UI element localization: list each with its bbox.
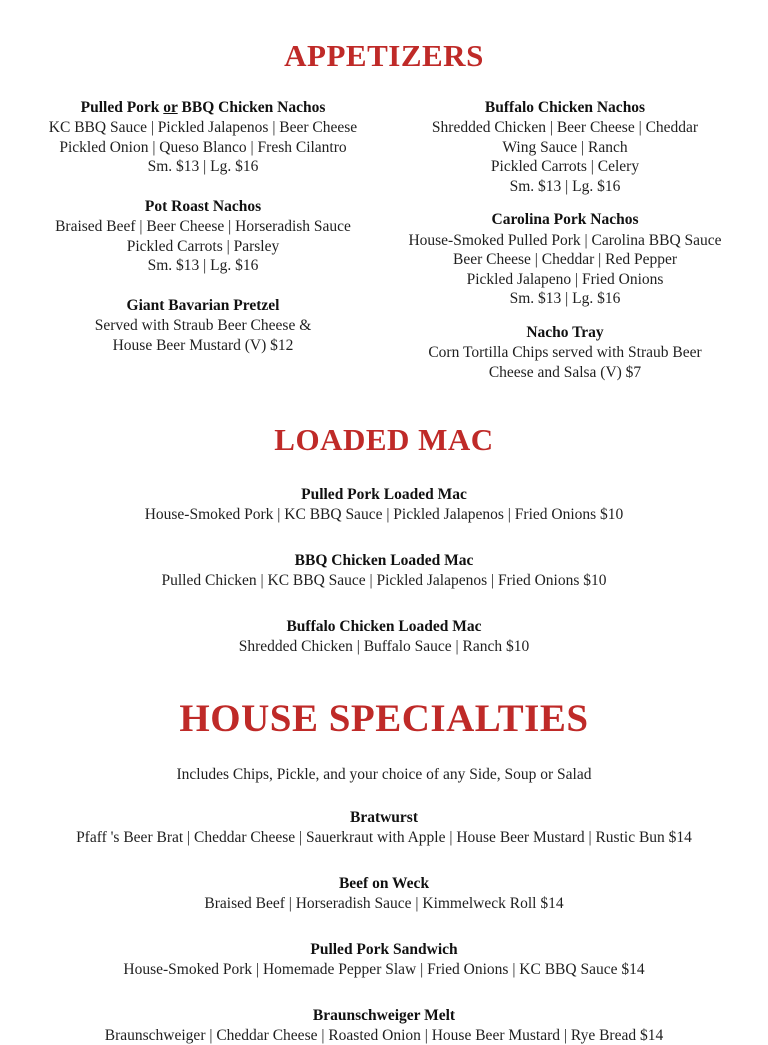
menu-item-name: Bratwurst	[28, 808, 740, 828]
menu-item-name: Beef on Weck	[28, 874, 740, 894]
menu-item	[390, 210, 740, 309]
menu-item-desc-line: Pfaff 's Beer Brat | Cheddar Cheese | Sauerkraut with Apple | House Beer Mustard | Rustic Bun $14	[28, 828, 740, 848]
menu-item	[28, 808, 740, 848]
menu-item	[390, 98, 740, 197]
menu-item-name: Pulled Pork Sandwich	[28, 940, 740, 960]
menu-item-desc-line: Braised Beef | Horseradish Sauce | Kimmelweck Roll $14	[28, 894, 740, 914]
menu-item-desc-line: House-Smoked Pork | Homemade Pepper Slaw | Fried Onions | KC BBQ Sauce $14	[28, 960, 740, 980]
menu-item-desc-line: Wing Sauce | Ranch	[390, 138, 740, 158]
house-specialties-intro: Includes Chips, Pickle, and your choice of any Side, Soup or Salad	[28, 765, 740, 785]
menu-item-name: Carolina Pork Nachos	[390, 210, 740, 230]
menu-item-price-line: Sm. $13 | Lg. $16	[28, 256, 378, 276]
menu-item	[28, 296, 378, 355]
appetizers-columns	[28, 98, 740, 383]
menu-item-desc-line: Served with Straub Beer Cheese &	[28, 316, 378, 336]
menu-item-desc-line: Pickled Jalapeno | Fried Onions	[390, 270, 740, 290]
section-heading-house-specialties: HOUSE SPECIALTIES	[28, 699, 740, 740]
menu-item-name-part: BBQ Chicken Nachos	[178, 99, 326, 116]
menu-item-desc-line: Pickled Onion | Queso Blanco | Fresh Cilantro	[28, 138, 378, 158]
menu-item-desc-line: Braised Beef | Beer Cheese | Horseradish Sauce	[28, 217, 378, 237]
menu-item-desc-line: Pickled Carrots | Parsley	[28, 237, 378, 257]
menu-item-desc-line: House-Smoked Pulled Pork | Carolina BBQ Sauce	[390, 231, 740, 251]
menu-item	[390, 323, 740, 382]
menu-item-desc-line: Pickled Carrots | Celery	[390, 157, 740, 177]
menu-item-price-line: Sm. $13 | Lg. $16	[390, 177, 740, 197]
menu-item-name: Pot Roast Nachos	[28, 197, 378, 217]
menu-item-price-line: Sm. $13 | Lg. $16	[390, 289, 740, 309]
section-heading-loaded-mac: LOADED MAC	[28, 424, 740, 457]
menu-item-name: Giant Bavarian Pretzel	[28, 296, 378, 316]
menu-item	[28, 874, 740, 914]
menu-item-desc-line: Braunschweiger | Cheddar Cheese | Roasted Onion | House Beer Mustard | Rye Bread $14	[28, 1026, 740, 1045]
menu-item-desc-line: Corn Tortilla Chips served with Straub Beer	[390, 343, 740, 363]
menu-item	[28, 197, 378, 276]
menu-item-desc-line: House-Smoked Pork | KC BBQ Sauce | Pickled Jalapenos | Fried Onions $10	[28, 505, 740, 525]
menu-item-price-line: Sm. $13 | Lg. $16	[28, 157, 378, 177]
menu-item-price-line: House Beer Mustard (V) $12	[28, 336, 378, 356]
menu-item-desc-line: Beer Cheese | Cheddar | Red Pepper	[390, 250, 740, 270]
menu-item-name: Braunschweiger Melt	[28, 1006, 740, 1026]
menu-item-name: BBQ Chicken Loaded Mac	[28, 551, 740, 571]
menu-item	[28, 485, 740, 525]
appetizers-left-column	[28, 98, 384, 355]
menu-item-desc-line: Shredded Chicken | Buffalo Sauce | Ranch $10	[28, 637, 740, 657]
menu-item	[28, 940, 740, 980]
appetizers-right-column	[384, 98, 740, 383]
menu-item-name: Buffalo Chicken Loaded Mac	[28, 617, 740, 637]
menu-item-name-emphasis: or	[163, 99, 177, 116]
menu-item-desc-line: Pulled Chicken | KC BBQ Sauce | Pickled Jalapenos | Fried Onions $10	[28, 571, 740, 591]
menu-item-price-line: Cheese and Salsa (V) $7	[390, 363, 740, 383]
menu-item-name: Buffalo Chicken Nachos	[390, 98, 740, 118]
menu-item	[28, 98, 378, 177]
menu-item-name-part: Pulled Pork	[81, 99, 164, 116]
menu-item-desc-line: KC BBQ Sauce | Pickled Jalapenos | Beer Cheese	[28, 118, 378, 138]
menu-item	[28, 617, 740, 657]
menu-item-name	[28, 98, 378, 118]
menu-item-name: Pulled Pork Loaded Mac	[28, 485, 740, 505]
menu-item-desc-line: Shredded Chicken | Beer Cheese | Cheddar	[390, 118, 740, 138]
menu-item	[28, 551, 740, 591]
menu-item	[28, 1006, 740, 1045]
section-heading-appetizers: APPETIZERS	[28, 40, 740, 73]
menu-item-name: Nacho Tray	[390, 323, 740, 343]
